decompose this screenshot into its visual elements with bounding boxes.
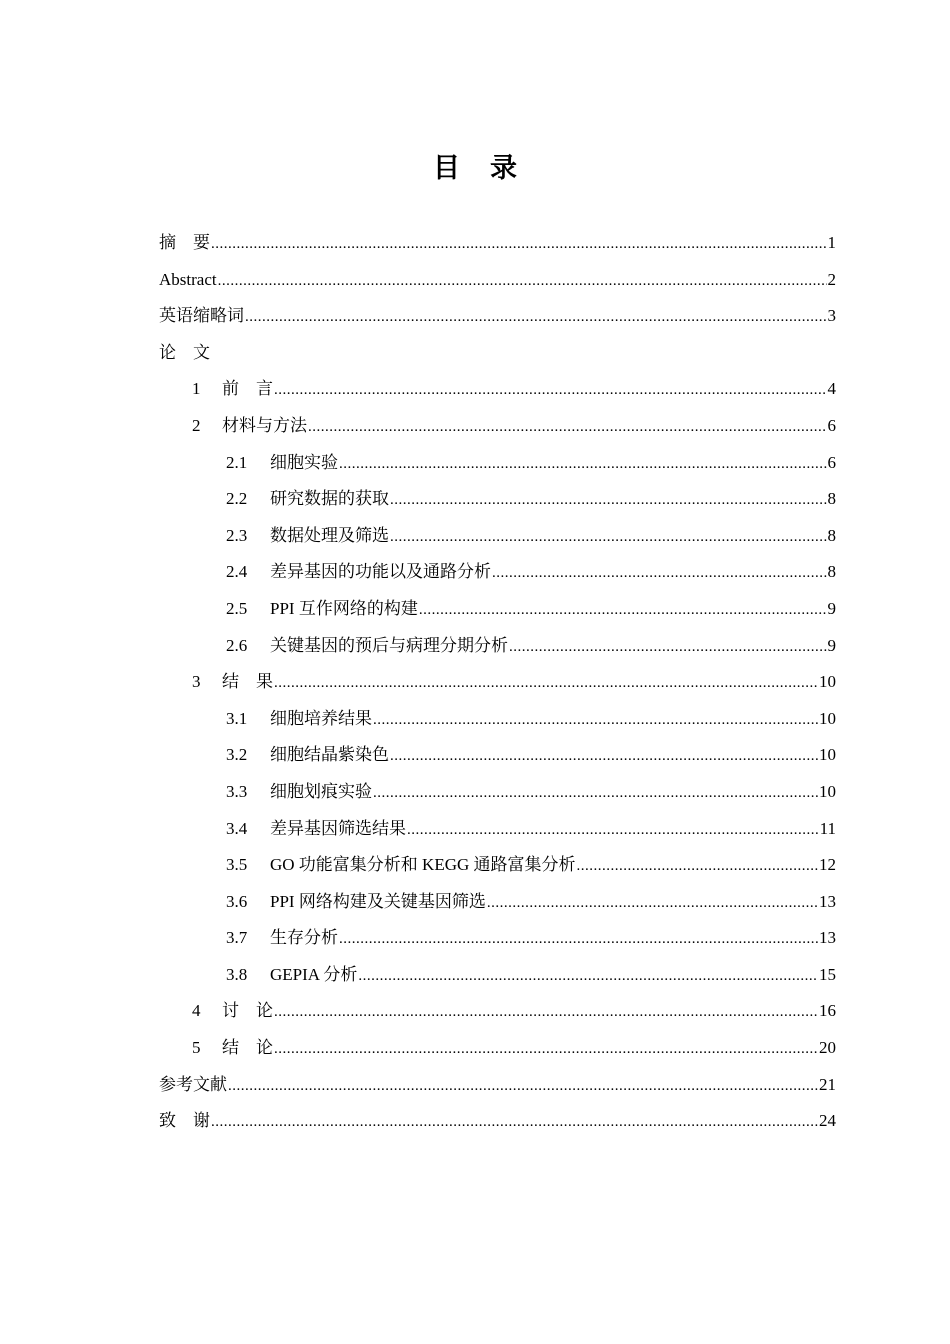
toc-page-number: 6 xyxy=(827,452,836,472)
toc-entry[interactable] xyxy=(159,446,836,483)
toc-leader-dots xyxy=(339,447,827,481)
toc-entry[interactable] xyxy=(159,482,836,519)
toc-entry-label: 细胞结晶紫染色 xyxy=(270,745,389,765)
toc-entry[interactable] xyxy=(159,738,836,775)
toc-entry-number: 4 xyxy=(192,1001,201,1021)
toc-leader-dots xyxy=(390,520,827,554)
toc-entry[interactable] xyxy=(159,775,836,812)
toc-leader-dots xyxy=(274,1032,818,1066)
toc-entry-label: PPI 互作网络的构建 xyxy=(270,598,418,618)
toc-page-number: 8 xyxy=(827,489,836,509)
toc-entry[interactable] xyxy=(159,1068,836,1105)
toc-entry[interactable] xyxy=(159,555,836,592)
toc-leader-dots xyxy=(274,666,818,700)
toc-leader-dots xyxy=(211,227,827,261)
toc-page-number: 2 xyxy=(827,269,836,289)
toc-entry[interactable] xyxy=(159,958,836,995)
toc-page-number: 3 xyxy=(827,306,836,326)
toc-entry-number: 2.5 xyxy=(226,598,248,618)
toc-entry-label: 细胞划痕实验 xyxy=(270,781,372,801)
toc-entry-number: 2.4 xyxy=(226,562,248,582)
toc-page-number: 10 xyxy=(819,745,836,765)
toc-entry[interactable] xyxy=(159,263,836,300)
toc-leader-dots xyxy=(373,776,818,810)
toc-page-number: 15 xyxy=(819,964,836,984)
toc-entry[interactable] xyxy=(159,409,836,446)
toc-entry-number: 3.5 xyxy=(226,855,248,875)
toc-entry[interactable] xyxy=(159,299,836,336)
toc-entry-label: GO 功能富集分析和 KEGG 通路富集分析 xyxy=(270,855,576,875)
toc-page-number: 13 xyxy=(819,891,836,911)
toc-entry-number: 3.1 xyxy=(226,708,248,728)
toc-entry-label: 结 果 xyxy=(222,672,273,692)
toc-entry[interactable] xyxy=(159,812,836,849)
toc-page-number: 10 xyxy=(819,672,836,692)
toc-leader-dots xyxy=(509,630,827,664)
toc-entry-label: 致 谢 xyxy=(159,1111,210,1131)
toc-leader-dots xyxy=(407,813,819,847)
toc-entry-number: 3 xyxy=(192,672,201,692)
toc-entry-number: 3.3 xyxy=(226,781,248,801)
toc-page-number: 21 xyxy=(819,1074,836,1094)
toc-section-heading xyxy=(159,336,836,373)
toc-entry[interactable] xyxy=(159,372,836,409)
toc-entry-label: 关键基因的预后与病理分期分析 xyxy=(270,635,508,655)
toc-page-number: 13 xyxy=(819,928,836,948)
toc-page-number: 16 xyxy=(819,1001,836,1021)
toc-entry-number: 3.4 xyxy=(226,818,248,838)
toc-entry-label: PPI 网络构建及关键基因筛选 xyxy=(270,891,486,911)
toc-page-number: 24 xyxy=(819,1111,836,1131)
toc-entry[interactable] xyxy=(159,519,836,556)
toc-entry-label: 材料与方法 xyxy=(222,415,307,435)
toc-page-number: 4 xyxy=(827,379,836,399)
toc-page-number: 8 xyxy=(827,525,836,545)
toc-page-number: 10 xyxy=(819,708,836,728)
toc-entry-label: 数据处理及筛选 xyxy=(270,525,389,545)
toc-page-number: 6 xyxy=(827,415,836,435)
title-char-1: 目 xyxy=(433,153,460,184)
toc-leader-dots xyxy=(487,886,818,920)
toc-entry[interactable] xyxy=(159,885,836,922)
toc-entry-label: 差异基因筛选结果 xyxy=(270,818,406,838)
toc-leader-dots xyxy=(274,995,818,1029)
toc-entry-number: 3.7 xyxy=(226,928,248,948)
toc-page-number: 20 xyxy=(819,1038,836,1058)
toc-leader-dots xyxy=(390,483,827,517)
toc-entry-number: 2.3 xyxy=(226,525,248,545)
toc-leader-dots xyxy=(577,849,818,883)
table-of-contents xyxy=(159,226,836,1141)
toc-entry-label: 英语缩略词 xyxy=(159,306,244,326)
toc-leader-dots xyxy=(245,300,827,334)
toc-entry-label: 参考文献 xyxy=(159,1074,227,1094)
toc-entry-number: 5 xyxy=(192,1038,201,1058)
toc-entry-number: 2.6 xyxy=(226,635,248,655)
toc-leader-dots xyxy=(274,373,827,407)
toc-entry[interactable] xyxy=(159,665,836,702)
toc-entry[interactable] xyxy=(159,848,836,885)
toc-entry-label: 差异基因的功能以及通路分析 xyxy=(270,562,491,582)
toc-entry[interactable] xyxy=(159,994,836,1031)
toc-leader-dots xyxy=(339,922,818,956)
toc-leader-dots xyxy=(218,264,827,298)
toc-entry-label: 生存分析 xyxy=(270,928,338,948)
toc-entry-number: 1 xyxy=(192,379,201,399)
toc-leader-dots xyxy=(211,1105,818,1139)
toc-entry[interactable] xyxy=(159,1104,836,1141)
toc-entry[interactable] xyxy=(159,629,836,666)
toc-entry-label: 摘 要 xyxy=(159,233,210,252)
page-title xyxy=(0,146,950,185)
toc-page-number: 8 xyxy=(827,562,836,582)
toc-entry-label: 结 论 xyxy=(222,1038,273,1058)
toc-entry-number: 3.2 xyxy=(226,745,248,765)
toc-leader-dots xyxy=(492,556,827,590)
toc-entry-number: 2.2 xyxy=(226,489,248,509)
toc-leader-dots xyxy=(373,703,818,737)
toc-entry-label: 研究数据的获取 xyxy=(270,489,389,509)
toc-page-number: 11 xyxy=(819,818,836,838)
title-char-2: 录 xyxy=(490,153,517,184)
toc-entry-label: 讨 论 xyxy=(222,1001,273,1021)
toc-page-number: 9 xyxy=(827,598,836,618)
toc-leader-dots xyxy=(419,593,827,627)
toc-leader-dots xyxy=(358,959,818,993)
toc-page-number: 10 xyxy=(819,781,836,801)
toc-page-number: 1 xyxy=(827,233,836,252)
toc-entry[interactable] xyxy=(159,702,836,739)
toc-entry[interactable] xyxy=(159,921,836,958)
toc-entry-number: 2.1 xyxy=(226,452,248,472)
toc-leader-dots xyxy=(308,410,827,444)
toc-entry-label: 论 文 xyxy=(159,342,210,362)
toc-leader-dots xyxy=(228,1069,818,1103)
toc-entry-label: Abstract xyxy=(159,269,217,289)
toc-entry[interactable] xyxy=(159,226,836,263)
toc-entry-label: 前 言 xyxy=(222,379,273,399)
toc-entry-number: 2 xyxy=(192,415,201,435)
toc-page-number: 12 xyxy=(819,855,836,875)
toc-entry-label: 细胞实验 xyxy=(270,452,338,472)
toc-entry-number: 3.8 xyxy=(226,964,248,984)
toc-entry[interactable] xyxy=(159,592,836,629)
toc-entry-number: 3.6 xyxy=(226,891,248,911)
toc-page-number: 9 xyxy=(827,635,836,655)
toc-leader-dots xyxy=(390,739,818,773)
toc-entry[interactable] xyxy=(159,1031,836,1068)
toc-entry-label: 细胞培养结果 xyxy=(270,708,372,728)
toc-entry-label: GEPIA 分析 xyxy=(270,964,358,984)
